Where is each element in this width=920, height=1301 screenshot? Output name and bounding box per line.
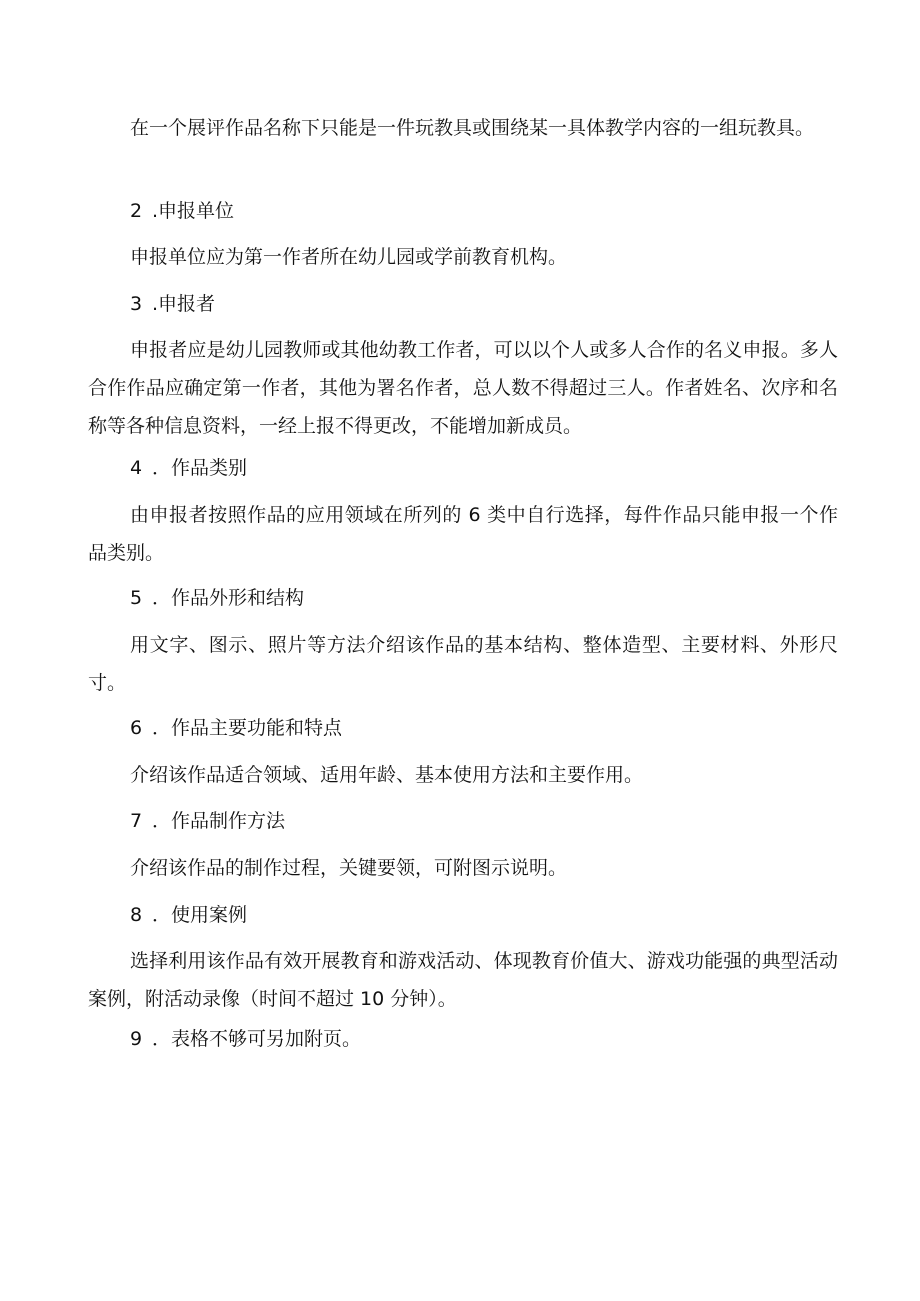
section-title: ．作品制作方法 [152,810,286,832]
section-title: .申报单位 [152,200,235,222]
section-title: ．表格不够可另加附页。 [152,1028,362,1050]
paragraph-section-5: 用文字、图示、照片等方法介绍该作品的基本结构、整体造型、主要材料、外形尺寸。 [88,634,838,694]
section-title: ．使用案例 [152,904,248,926]
section-number: 5 [130,587,143,609]
section-heading-4 [130,449,247,487]
section-title: ．作品类别 [152,457,248,479]
paragraph-section-4: 由申报者按照作品的应用领域在所列的 6 类中自行选择，每件作品只能申报一个作品类别。 [88,504,838,564]
section-heading-5 [130,579,304,617]
paragraph-section-8: 选择利用该作品有效开展教育和游戏活动、体现教育价值大、游戏功能强的典型活动案例，附活动录像（时间不超过 10 分钟）。 [88,950,838,1010]
section-title: ．作品外形和结构 [152,587,305,609]
section-title: ．作品主要功能和特点 [152,717,343,739]
section-number: 4 [130,457,143,479]
section-heading-7 [130,802,285,840]
section-heading-9 [130,1020,361,1058]
section-number: 3 [130,293,143,315]
section-heading-2 [130,192,234,230]
section-heading-3 [130,285,215,323]
section-number: 6 [130,717,143,739]
section-number: 7 [130,810,143,832]
section-number: 2 [130,200,143,222]
section-title: .申报者 [152,293,216,315]
section-number: 9 [130,1028,143,1050]
paragraph-section-2: 申报单位应为第一作者所在幼儿园或学前教育机构。 [130,246,568,268]
paragraph-section-6: 介绍该作品适合领域、适用年龄、基本使用方法和主要作用。 [130,764,644,786]
section-heading-6 [130,709,342,747]
section-heading-8 [130,896,247,934]
paragraph-section-3: 申报者应是幼儿园教师或其他幼教工作者，可以以个人或多人合作的名义申报。多人合作作品应确定第一作者，其他为署名作者，总人数不得超过三人。作者姓名、次序和名称等各种信息资料，一经上报不得更改，不能增加新成员。 [88,339,838,437]
paragraph-intro: 在一个展评作品名称下只能是一件玩教具或围绕某一具体教学内容的一组玩教具。 [130,117,815,139]
paragraph-section-7: 介绍该作品的制作过程，关键要领，可附图示说明。 [130,857,568,879]
section-number: 8 [130,904,143,926]
